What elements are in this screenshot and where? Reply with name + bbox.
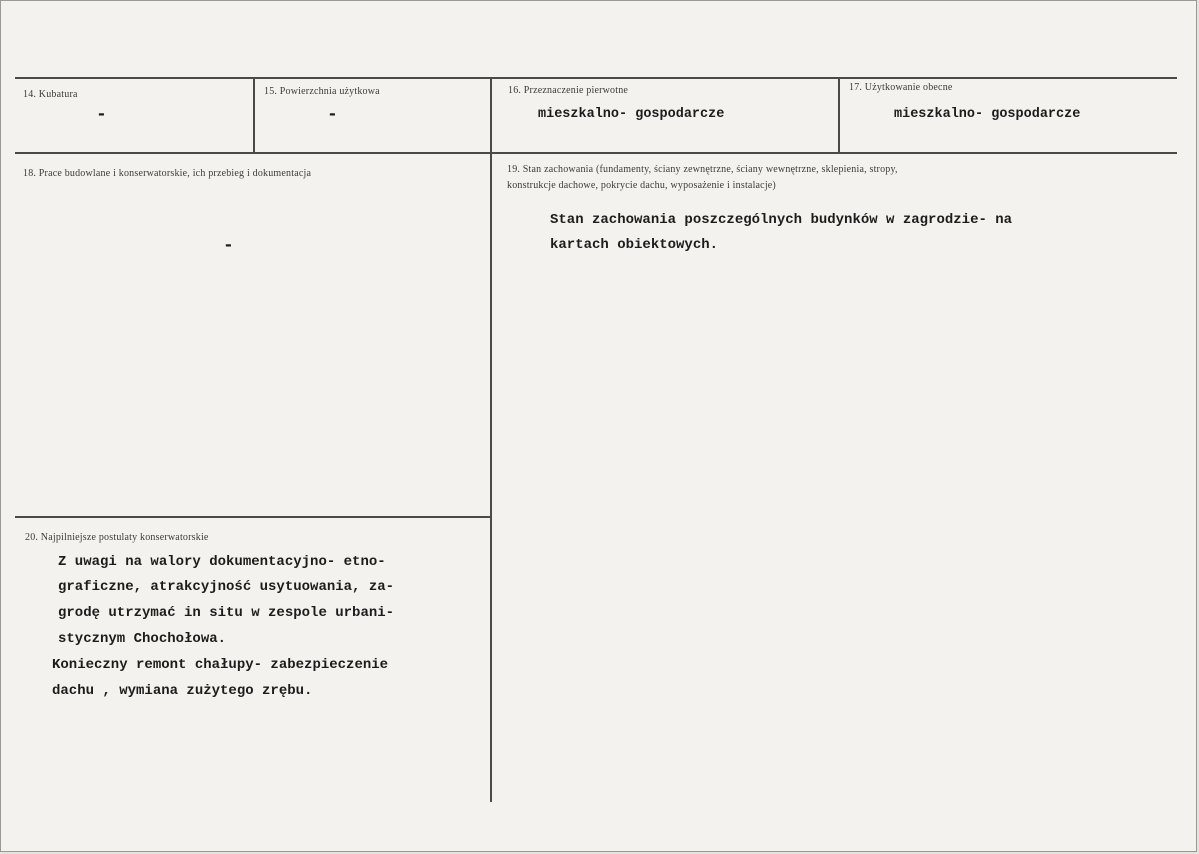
field-20-text-line-3: grodę utrzymać in situ w zespole urbani- — [58, 605, 395, 621]
field-20-text-line-1: Z uwagi na walory dokumentacyjno- etno- — [58, 554, 386, 570]
field-20-text-line-6: dachu , wymiana zużytego zrębu. — [52, 683, 313, 699]
column-divider-2 — [490, 77, 492, 802]
field-19-label-line-1: 19. Stan zachowania (fundamenty, ściany zewnętrzne, ściany wewnętrzne, sklepienia, stropy, — [507, 164, 898, 175]
field-18-value: - — [223, 236, 234, 256]
row-divider-rule — [15, 152, 1177, 154]
column-divider-3 — [838, 77, 840, 153]
section-20-top-rule — [15, 516, 491, 518]
field-17-value: mieszkalno- gospodarcze — [894, 107, 1081, 122]
field-14-label: 14. Kubatura — [23, 89, 78, 100]
field-16-value: mieszkalno- gospodarcze — [538, 107, 725, 122]
top-rule — [15, 77, 1177, 79]
field-17-label: 17. Użytkowanie obecne — [849, 82, 953, 93]
field-15-value: - — [327, 105, 338, 125]
field-18-label: 18. Prace budowlane i konserwatorskie, ich przebieg i dokumentacja — [23, 168, 312, 179]
field-19-label-line-2: konstrukcje dachowe, pokrycie dachu, wyposażenie i instalacje) — [507, 180, 776, 191]
column-divider-1 — [253, 77, 255, 153]
field-19-text-line-1: Stan zachowania poszczególnych budynków w zagrodzie- na — [550, 212, 1013, 228]
field-20-label: 20. Najpilniejsze postulaty konserwatorskie — [25, 532, 209, 543]
field-20-text-line-2: graficzne, atrakcyjność usytuowania, za- — [58, 579, 395, 595]
field-15-label: 15. Powierzchnia użytkowa — [264, 86, 380, 97]
field-20-text-line-4: stycznym Chochołowa. — [58, 631, 227, 647]
field-20-text-line-5: Konieczny remont chałupy- zabezpieczenie — [52, 657, 389, 673]
field-14-value: - — [96, 105, 107, 125]
field-16-label: 16. Przeznaczenie pierwotne — [508, 85, 629, 96]
field-19-text-line-2: kartach obiektowych. — [550, 237, 719, 253]
